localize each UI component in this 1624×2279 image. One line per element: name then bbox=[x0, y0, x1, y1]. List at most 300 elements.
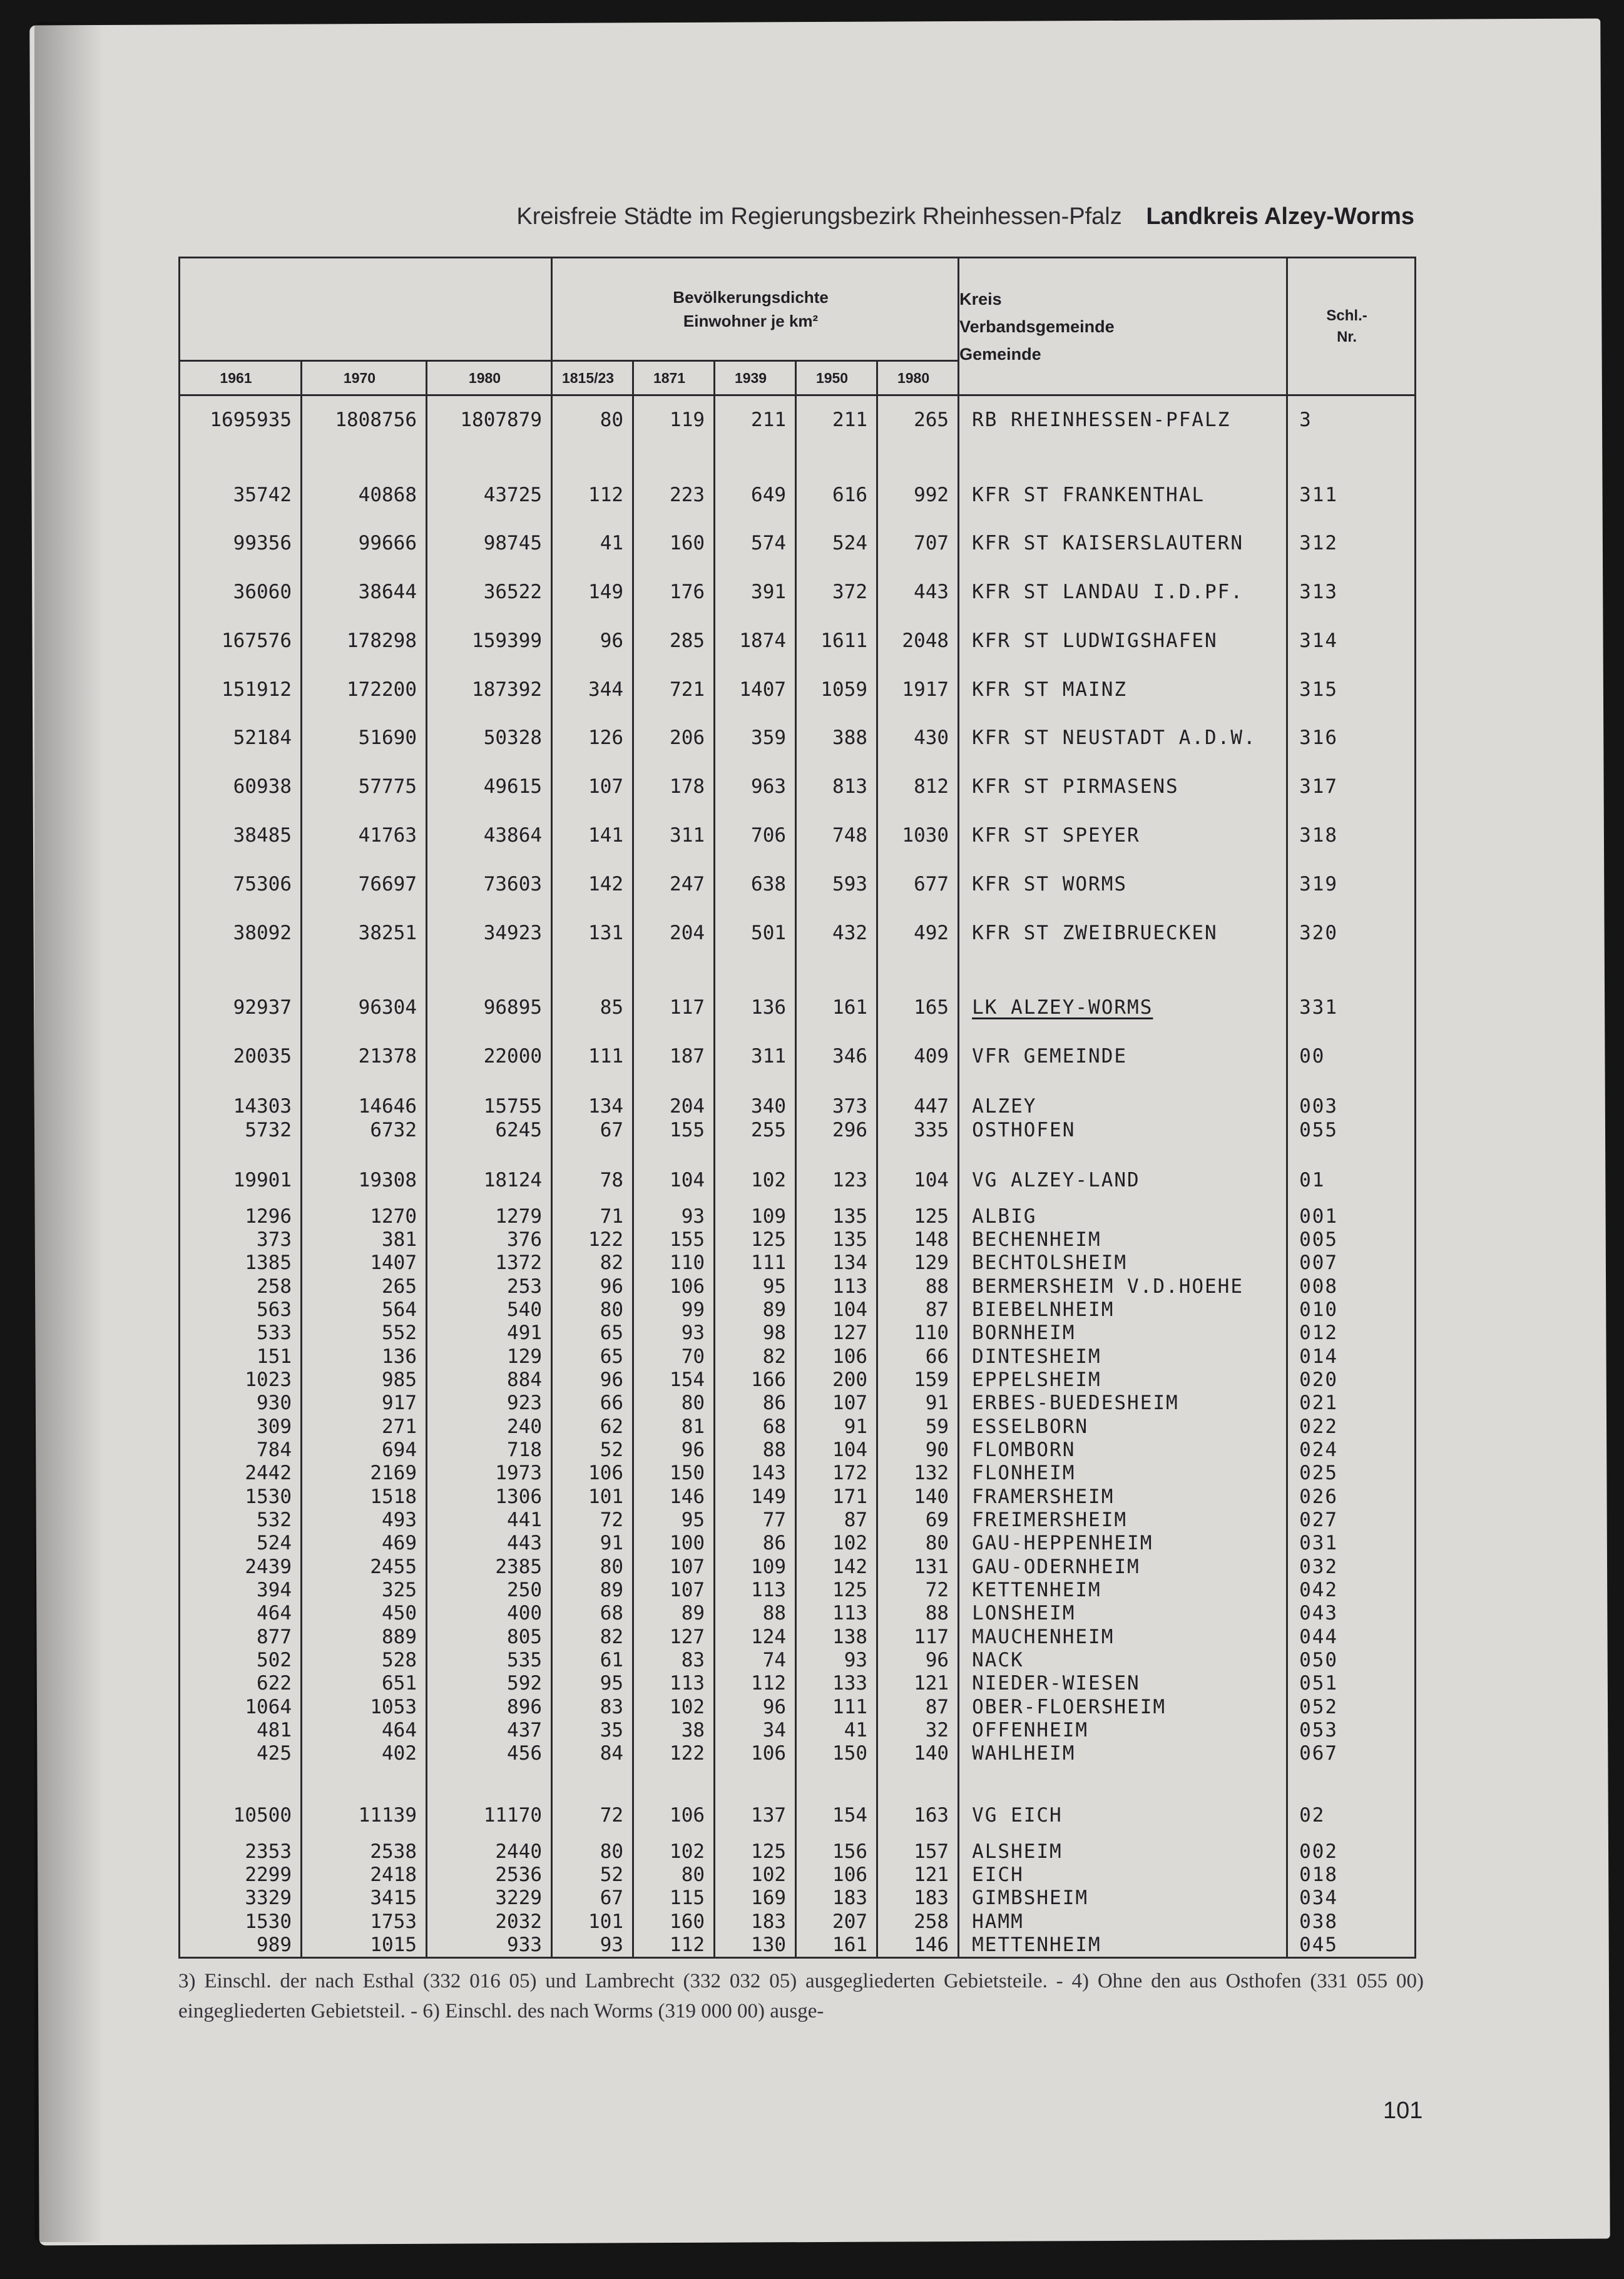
density-cell: 106 bbox=[715, 1742, 796, 1765]
population-cell: 1270 bbox=[302, 1205, 427, 1228]
schl-number-cell: 042 bbox=[1287, 1578, 1416, 1601]
density-cell: 102 bbox=[633, 1695, 715, 1718]
population-cell: 493 bbox=[302, 1508, 427, 1531]
population-cell: 57775 bbox=[302, 763, 427, 812]
table-row bbox=[180, 1275, 1416, 1298]
population-cell: 1279 bbox=[427, 1205, 552, 1228]
density-cell: 111 bbox=[715, 1252, 796, 1275]
density-cell: 32 bbox=[877, 1718, 959, 1741]
density-cell: 106 bbox=[633, 1275, 715, 1298]
population-cell: 622 bbox=[180, 1672, 302, 1695]
area-name: KETTENHEIM bbox=[972, 1578, 1101, 1601]
schl-number-cell: 008 bbox=[1287, 1275, 1416, 1298]
density-cell: 160 bbox=[633, 519, 715, 568]
area-name: KFR ST PIRMASENS bbox=[972, 775, 1179, 798]
density-cell: 35 bbox=[552, 1718, 633, 1741]
density-cell: 149 bbox=[715, 1485, 796, 1508]
population-cell: 38485 bbox=[180, 812, 302, 860]
schl-number-cell: 312 bbox=[1287, 519, 1416, 568]
area-name: OSTHOFEN bbox=[972, 1118, 1076, 1141]
area-name: KFR ST NEUSTADT A.D.W. bbox=[972, 727, 1257, 750]
area-name-cell bbox=[959, 1118, 1287, 1141]
density-cell: 61 bbox=[552, 1648, 633, 1671]
density-cell: 430 bbox=[877, 714, 959, 763]
population-cell: 376 bbox=[427, 1228, 552, 1251]
schl-number-cell: 003 bbox=[1287, 1095, 1416, 1118]
population-cell: 38251 bbox=[302, 909, 427, 957]
population-cell: 1372 bbox=[427, 1252, 552, 1275]
schl-number-cell: 045 bbox=[1287, 1933, 1416, 1957]
schl-number-cell: 317 bbox=[1287, 763, 1416, 812]
area-name: OBER-FLOERSHEIM bbox=[972, 1695, 1167, 1718]
density-cell: 89 bbox=[715, 1298, 796, 1321]
population-cell: 2169 bbox=[302, 1462, 427, 1485]
population-cell: 528 bbox=[302, 1648, 427, 1671]
population-cell: 35742 bbox=[180, 471, 302, 519]
density-cell: 83 bbox=[633, 1648, 715, 1671]
density-cell: 113 bbox=[633, 1672, 715, 1695]
density-cell: 593 bbox=[796, 860, 877, 909]
density-cell: 59 bbox=[877, 1415, 959, 1438]
density-cell: 110 bbox=[633, 1252, 715, 1275]
density-cell: 122 bbox=[552, 1228, 633, 1251]
density-cell: 206 bbox=[633, 714, 715, 763]
area-name-cell bbox=[959, 1032, 1287, 1081]
density-cell: 204 bbox=[633, 1095, 715, 1118]
population-cell: 60938 bbox=[180, 763, 302, 812]
area-name-cell bbox=[959, 763, 1287, 812]
area-name-cell bbox=[959, 1275, 1287, 1298]
population-cell: 2385 bbox=[427, 1555, 552, 1578]
area-name-cell bbox=[959, 1840, 1287, 1863]
density-cell: 146 bbox=[633, 1485, 715, 1508]
density-cell: 127 bbox=[633, 1625, 715, 1648]
area-name-cell bbox=[959, 1508, 1287, 1531]
table-row bbox=[180, 1532, 1416, 1555]
table-row bbox=[180, 617, 1416, 666]
density-cell: 68 bbox=[552, 1602, 633, 1625]
density-cell: 109 bbox=[715, 1205, 796, 1228]
table-row bbox=[180, 1508, 1416, 1531]
density-cell: 1030 bbox=[877, 812, 959, 860]
area-name-cell bbox=[959, 1910, 1287, 1933]
table-row bbox=[180, 1485, 1416, 1508]
population-cell: 491 bbox=[427, 1322, 552, 1345]
density-cell: 447 bbox=[877, 1095, 959, 1118]
density-cell: 102 bbox=[633, 1840, 715, 1863]
density-cell: 150 bbox=[796, 1742, 877, 1765]
area-name-cell bbox=[959, 1578, 1287, 1601]
schl-number-cell: 00 bbox=[1287, 1032, 1416, 1081]
spacer-row bbox=[180, 1141, 1416, 1156]
area-name: BECHTOLSHEIM bbox=[972, 1252, 1128, 1275]
area-name: BORNHEIM bbox=[972, 1322, 1076, 1345]
population-cell: 1518 bbox=[302, 1485, 427, 1508]
kreis-column-header bbox=[959, 258, 1287, 395]
density-cell: 72 bbox=[552, 1508, 633, 1531]
table-row bbox=[180, 983, 1416, 1032]
density-cell: 106 bbox=[796, 1863, 877, 1886]
area-name: KFR ST SPEYER bbox=[972, 824, 1140, 847]
density-cell: 183 bbox=[715, 1910, 796, 1933]
density-cell: 142 bbox=[796, 1555, 877, 1578]
density-cell: 183 bbox=[796, 1887, 877, 1910]
population-cell: 437 bbox=[427, 1718, 552, 1741]
year-header-1980: 1980 bbox=[427, 361, 552, 395]
population-cell: 41763 bbox=[302, 812, 427, 860]
density-cell: 89 bbox=[633, 1602, 715, 1625]
population-cell: 450 bbox=[302, 1602, 427, 1625]
area-name: FLOMBORN bbox=[972, 1438, 1076, 1461]
density-cell: 113 bbox=[796, 1275, 877, 1298]
population-cell: 1973 bbox=[427, 1462, 552, 1485]
population-cell: 2439 bbox=[180, 1555, 302, 1578]
population-cell: 309 bbox=[180, 1415, 302, 1438]
schl-number-cell: 314 bbox=[1287, 617, 1416, 666]
area-name-cell bbox=[959, 1695, 1287, 1718]
population-cell: 10500 bbox=[180, 1791, 302, 1840]
density-cell: 78 bbox=[552, 1156, 633, 1205]
schl-number-cell: 043 bbox=[1287, 1602, 1416, 1625]
population-cell: 464 bbox=[302, 1718, 427, 1741]
statistics-table bbox=[178, 257, 1416, 1959]
population-cell: 443 bbox=[427, 1532, 552, 1555]
population-cell: 481 bbox=[180, 1718, 302, 1741]
population-cell: 49615 bbox=[427, 763, 552, 812]
density-cell: 106 bbox=[552, 1462, 633, 1485]
area-name-cell bbox=[959, 1555, 1287, 1578]
population-cell: 2455 bbox=[302, 1555, 427, 1578]
density-cell: 102 bbox=[715, 1863, 796, 1886]
area-name: WAHLHEIM bbox=[972, 1742, 1076, 1765]
density-cell: 166 bbox=[715, 1368, 796, 1391]
density-cell: 171 bbox=[796, 1485, 877, 1508]
area-name: HAMM bbox=[972, 1910, 1024, 1933]
density-cell: 72 bbox=[877, 1578, 959, 1601]
density-cell: 113 bbox=[715, 1578, 796, 1601]
population-cell: 552 bbox=[302, 1322, 427, 1345]
density-cell: 149 bbox=[552, 568, 633, 617]
population-cell: 36060 bbox=[180, 568, 302, 617]
area-name: KFR ST LANDAU I.D.PF. bbox=[972, 581, 1244, 604]
schl-number-cell: 032 bbox=[1287, 1555, 1416, 1578]
density-cell: 65 bbox=[552, 1345, 633, 1368]
area-name: RB RHEINHESSEN-PFALZ bbox=[972, 409, 1231, 432]
area-name-cell bbox=[959, 1156, 1287, 1205]
density-cell: 104 bbox=[877, 1156, 959, 1205]
area-name: KFR ST MAINZ bbox=[972, 678, 1128, 701]
schl-number-cell: 051 bbox=[1287, 1672, 1416, 1695]
population-cell: 917 bbox=[302, 1392, 427, 1415]
density-cell: 89 bbox=[552, 1578, 633, 1601]
population-cell: 524 bbox=[180, 1532, 302, 1555]
population-cell: 325 bbox=[302, 1578, 427, 1601]
table-row bbox=[180, 1695, 1416, 1718]
schl-number-cell: 002 bbox=[1287, 1840, 1416, 1863]
population-cell: 159399 bbox=[427, 617, 552, 666]
population-cell: 36522 bbox=[427, 568, 552, 617]
population-cell: 40868 bbox=[302, 471, 427, 519]
density-cell: 574 bbox=[715, 519, 796, 568]
population-cell: 394 bbox=[180, 1578, 302, 1601]
density-cell: 721 bbox=[633, 665, 715, 714]
density-cell: 96 bbox=[715, 1695, 796, 1718]
population-cell: 22000 bbox=[427, 1032, 552, 1081]
density-cell: 247 bbox=[633, 860, 715, 909]
area-name: EPPELSHEIM bbox=[972, 1368, 1101, 1391]
density-cell: 155 bbox=[633, 1228, 715, 1251]
density-cell: 66 bbox=[552, 1392, 633, 1415]
density-cell: 524 bbox=[796, 519, 877, 568]
area-name-cell bbox=[959, 812, 1287, 860]
area-name-cell bbox=[959, 1887, 1287, 1910]
area-name: KFR ST ZWEIBRUECKEN bbox=[972, 921, 1218, 944]
density-cell: 137 bbox=[715, 1791, 796, 1840]
density-cell: 88 bbox=[877, 1275, 959, 1298]
population-cell: 535 bbox=[427, 1648, 552, 1671]
density-cell: 265 bbox=[877, 395, 959, 445]
area-name-cell bbox=[959, 1298, 1287, 1321]
population-cell: 464 bbox=[180, 1602, 302, 1625]
table-row bbox=[180, 1205, 1416, 1228]
area-name: GAU-ODERNHEIM bbox=[972, 1555, 1140, 1578]
density-cell: 91 bbox=[877, 1392, 959, 1415]
density-cell: 80 bbox=[877, 1532, 959, 1555]
density-cell: 95 bbox=[633, 1508, 715, 1531]
population-cell: 20035 bbox=[180, 1032, 302, 1081]
density-cell: 93 bbox=[796, 1648, 877, 1671]
population-cell: 877 bbox=[180, 1625, 302, 1648]
header-region: Kreisfreie Städte im Regierungsbezirk Rheinhessen-Pfalz bbox=[516, 203, 1122, 230]
density-cell: 388 bbox=[796, 714, 877, 763]
population-cell: 805 bbox=[427, 1625, 552, 1648]
year-header-1950: 1950 bbox=[796, 361, 877, 395]
population-cell: 1023 bbox=[180, 1368, 302, 1391]
table-row bbox=[180, 1322, 1416, 1345]
density-cell: 155 bbox=[633, 1118, 715, 1141]
area-name-cell bbox=[959, 1718, 1287, 1741]
density-cell: 110 bbox=[877, 1322, 959, 1345]
population-cell: 2440 bbox=[427, 1840, 552, 1863]
density-cell: 131 bbox=[877, 1555, 959, 1578]
density-cell: 638 bbox=[715, 860, 796, 909]
density-cell: 2048 bbox=[877, 617, 959, 666]
density-cell: 649 bbox=[715, 471, 796, 519]
schl-header-line2: Nr. bbox=[1337, 328, 1357, 345]
density-cell: 359 bbox=[715, 714, 796, 763]
population-cell: 441 bbox=[427, 1508, 552, 1531]
population-cell: 38092 bbox=[180, 909, 302, 957]
population-cell: 1530 bbox=[180, 1910, 302, 1933]
area-name-cell bbox=[959, 471, 1287, 519]
density-cell: 101 bbox=[552, 1910, 633, 1933]
population-cell: 1306 bbox=[427, 1485, 552, 1508]
area-name-cell bbox=[959, 1322, 1287, 1345]
population-cell: 136 bbox=[302, 1345, 427, 1368]
table-row bbox=[180, 1298, 1416, 1321]
density-cell: 501 bbox=[715, 909, 796, 957]
schl-number-cell: 313 bbox=[1287, 568, 1416, 617]
density-cell: 409 bbox=[877, 1032, 959, 1081]
area-name: BIEBELNHEIM bbox=[972, 1298, 1115, 1321]
area-name-cell bbox=[959, 1863, 1287, 1886]
schl-number-cell: 024 bbox=[1287, 1438, 1416, 1461]
density-cell: 99 bbox=[633, 1298, 715, 1321]
area-name: ESSELBORN bbox=[972, 1415, 1089, 1438]
density-cell: 62 bbox=[552, 1415, 633, 1438]
population-cell: 51690 bbox=[302, 714, 427, 763]
density-cell: 125 bbox=[715, 1840, 796, 1863]
table-row bbox=[180, 1791, 1416, 1840]
schl-number-cell: 3 bbox=[1287, 395, 1416, 445]
table-row bbox=[180, 665, 1416, 714]
density-cell: 163 bbox=[877, 1791, 959, 1840]
schl-number-cell: 320 bbox=[1287, 909, 1416, 957]
population-cell: 1753 bbox=[302, 1910, 427, 1933]
area-name: KFR ST LUDWIGSHAFEN bbox=[972, 629, 1218, 652]
density-cell: 34 bbox=[715, 1718, 796, 1741]
density-cell: 135 bbox=[796, 1205, 877, 1228]
density-cell: 68 bbox=[715, 1415, 796, 1438]
density-cell: 141 bbox=[552, 812, 633, 860]
density-cell: 80 bbox=[552, 1298, 633, 1321]
density-cell: 160 bbox=[633, 1910, 715, 1933]
population-cell: 271 bbox=[302, 1415, 427, 1438]
population-cell: 96304 bbox=[302, 983, 427, 1032]
density-cell: 165 bbox=[877, 983, 959, 1032]
population-cell: 34923 bbox=[427, 909, 552, 957]
population-cell: 73603 bbox=[427, 860, 552, 909]
density-group-label: Bevölkerungsdichte bbox=[673, 288, 829, 307]
area-name-cell bbox=[959, 909, 1287, 957]
table-row bbox=[180, 1718, 1416, 1741]
density-cell: 176 bbox=[633, 568, 715, 617]
density-cell: 126 bbox=[552, 714, 633, 763]
table-row bbox=[180, 1032, 1416, 1081]
density-cell: 138 bbox=[796, 1625, 877, 1648]
table-row bbox=[180, 395, 1416, 445]
density-cell: 88 bbox=[877, 1602, 959, 1625]
density-cell: 52 bbox=[552, 1438, 633, 1461]
density-cell: 129 bbox=[877, 1252, 959, 1275]
density-cell: 119 bbox=[633, 395, 715, 445]
density-cell: 82 bbox=[552, 1625, 633, 1648]
density-cell: 112 bbox=[715, 1672, 796, 1695]
population-cell: 923 bbox=[427, 1392, 552, 1415]
density-cell: 107 bbox=[633, 1578, 715, 1601]
area-name-cell bbox=[959, 1415, 1287, 1438]
density-cell: 96 bbox=[552, 1368, 633, 1391]
density-cell: 136 bbox=[715, 983, 796, 1032]
population-cell: 1064 bbox=[180, 1695, 302, 1718]
area-name-cell bbox=[959, 519, 1287, 568]
density-cell: 91 bbox=[552, 1532, 633, 1555]
schl-number-cell: 01 bbox=[1287, 1156, 1416, 1205]
density-cell: 112 bbox=[633, 1933, 715, 1957]
area-name-cell bbox=[959, 714, 1287, 763]
area-name: OFFENHEIM bbox=[972, 1718, 1089, 1741]
density-cell: 135 bbox=[796, 1228, 877, 1251]
population-cell: 400 bbox=[427, 1602, 552, 1625]
density-group-header bbox=[552, 258, 959, 361]
density-cell: 156 bbox=[796, 1840, 877, 1863]
population-cell: 1015 bbox=[302, 1933, 427, 1957]
density-cell: 1917 bbox=[877, 665, 959, 714]
schl-number-cell: 318 bbox=[1287, 812, 1416, 860]
population-cell: 3229 bbox=[427, 1887, 552, 1910]
population-cell: 6245 bbox=[427, 1118, 552, 1141]
schl-number-cell: 052 bbox=[1287, 1695, 1416, 1718]
population-cell: 253 bbox=[427, 1275, 552, 1298]
density-cell: 134 bbox=[796, 1252, 877, 1275]
population-cell: 21378 bbox=[302, 1032, 427, 1081]
density-cell: 157 bbox=[877, 1840, 959, 1863]
density-cell: 93 bbox=[633, 1205, 715, 1228]
density-cell: 677 bbox=[877, 860, 959, 909]
density-cell: 70 bbox=[633, 1345, 715, 1368]
header-kreis: Landkreis Alzey-Worms bbox=[1146, 203, 1414, 230]
table-row bbox=[180, 860, 1416, 909]
density-cell: 109 bbox=[715, 1555, 796, 1578]
density-cell: 140 bbox=[877, 1485, 959, 1508]
area-name: GAU-HEPPENHEIM bbox=[972, 1532, 1153, 1555]
population-cell: 19901 bbox=[180, 1156, 302, 1205]
density-cell: 311 bbox=[715, 1032, 796, 1081]
population-cell: 989 bbox=[180, 1933, 302, 1957]
population-cell: 14303 bbox=[180, 1095, 302, 1118]
density-cell: 172 bbox=[796, 1462, 877, 1485]
density-cell: 140 bbox=[877, 1742, 959, 1765]
density-cell: 211 bbox=[715, 395, 796, 445]
density-cell: 69 bbox=[877, 1508, 959, 1531]
schl-number-cell: 067 bbox=[1287, 1742, 1416, 1765]
table-row bbox=[180, 1415, 1416, 1438]
table-row bbox=[180, 1555, 1416, 1578]
area-name-cell bbox=[959, 1625, 1287, 1648]
population-cell: 250 bbox=[427, 1578, 552, 1601]
density-cell: 1611 bbox=[796, 617, 877, 666]
density-cell: 84 bbox=[552, 1742, 633, 1765]
population-cell: 1695935 bbox=[180, 395, 302, 445]
density-cell: 122 bbox=[633, 1742, 715, 1765]
density-cell: 80 bbox=[633, 1863, 715, 1886]
density-cell: 1407 bbox=[715, 665, 796, 714]
density-cell: 93 bbox=[552, 1933, 633, 1957]
area-name: ALZEY bbox=[972, 1095, 1037, 1118]
table-body bbox=[180, 395, 1416, 1958]
density-cell: 104 bbox=[796, 1298, 877, 1321]
density-cell: 1059 bbox=[796, 665, 877, 714]
area-name: VG ALZEY-LAND bbox=[972, 1168, 1140, 1191]
density-cell: 85 bbox=[552, 983, 633, 1032]
density-cell: 130 bbox=[715, 1933, 796, 1957]
density-cell: 95 bbox=[552, 1672, 633, 1695]
schl-number-cell: 038 bbox=[1287, 1910, 1416, 1933]
schl-number-cell: 031 bbox=[1287, 1532, 1416, 1555]
density-cell: 104 bbox=[633, 1156, 715, 1205]
density-cell: 96 bbox=[552, 1275, 633, 1298]
schl-column-header bbox=[1287, 258, 1416, 395]
density-cell: 150 bbox=[633, 1462, 715, 1485]
density-cell: 992 bbox=[877, 471, 959, 519]
density-cell: 346 bbox=[796, 1032, 877, 1081]
population-cell: 933 bbox=[427, 1933, 552, 1957]
year-header-1871: 1871 bbox=[633, 361, 715, 395]
area-name-cell bbox=[959, 665, 1287, 714]
density-cell: 96 bbox=[633, 1438, 715, 1461]
area-name-cell bbox=[959, 1648, 1287, 1671]
area-name: FRAMERSHEIM bbox=[972, 1485, 1115, 1508]
